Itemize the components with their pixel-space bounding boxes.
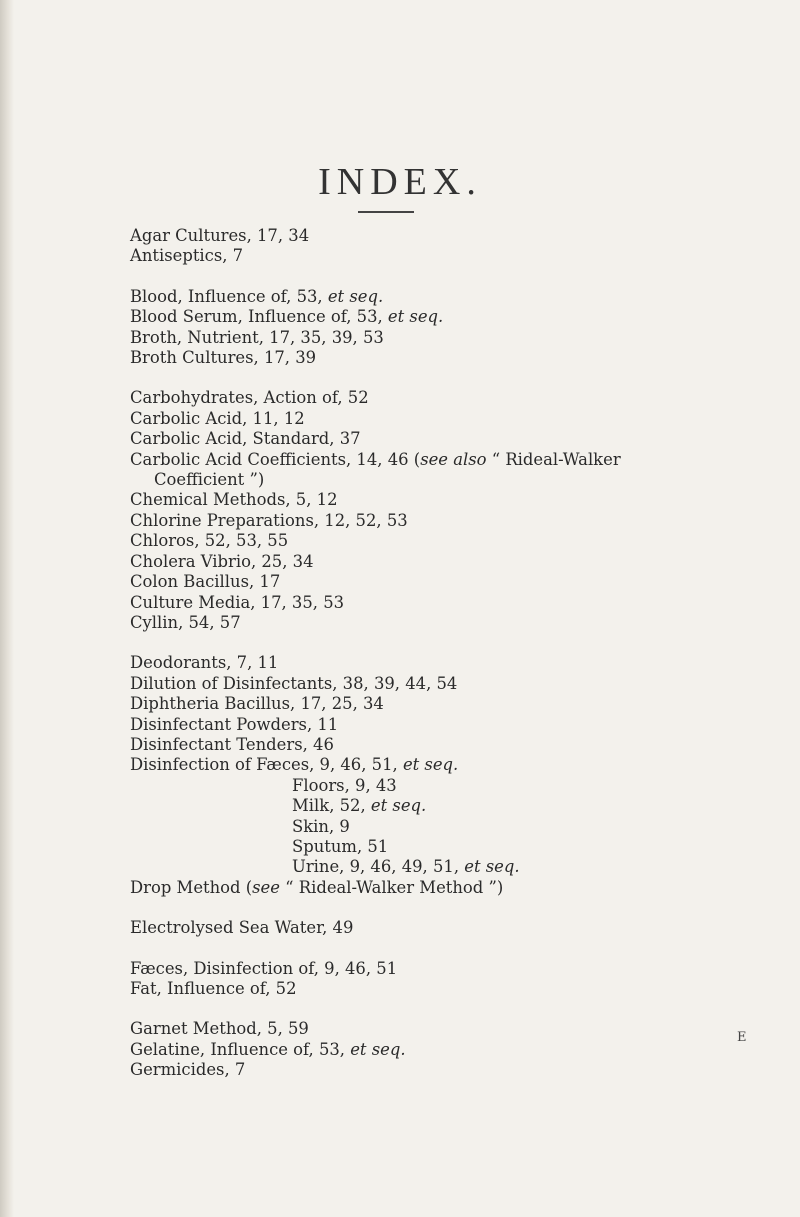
index-entries <box>130 226 790 1101</box>
index-group <box>130 1019 790 1080</box>
index-entry <box>130 490 790 510</box>
index-entry <box>130 653 790 673</box>
index-entry <box>130 613 790 633</box>
index-group <box>130 226 790 267</box>
entry-italic: et seq. <box>387 307 444 327</box>
index-entry <box>130 593 790 613</box>
entry-text: Cyllin, 54, 57 <box>130 612 241 632</box>
entry-text: Broth, Nutrient, 17, 35, 39, 53 <box>130 327 384 347</box>
index-entry <box>130 226 790 246</box>
index-title: INDEX. <box>318 161 482 203</box>
entry-after: “ Rideal-Walker <box>486 449 621 469</box>
entry-text: Coefficient ”) <box>154 470 265 490</box>
index-entry <box>130 715 790 735</box>
index-entry <box>130 552 790 572</box>
index-group <box>130 388 790 633</box>
index-group <box>130 287 790 369</box>
index-entry <box>130 307 790 327</box>
entry-text: Skin, 9 <box>292 816 350 836</box>
index-entry <box>130 1060 790 1080</box>
entry-text: Colon Bacillus, 17 <box>130 572 281 592</box>
index-entry <box>130 694 790 714</box>
index-entry <box>130 511 790 531</box>
title-rule <box>358 211 414 213</box>
entry-text: Dilution of Disinfectants, 38, 39, 44, 54 <box>130 673 458 693</box>
index-entry <box>130 1019 790 1039</box>
index-entry <box>130 755 790 775</box>
index-entry <box>130 878 790 898</box>
entry-italic: et seq. <box>464 857 520 877</box>
entry-text: Fat, Influence of, 52 <box>130 979 297 998</box>
index-group <box>130 653 790 898</box>
index-entry <box>130 246 790 266</box>
index-group <box>130 959 790 1000</box>
entry-text: Disinfection of Fæces, 9, 46, 51, <box>130 755 403 775</box>
entry-text: Agar Cultures, 17, 34 <box>130 226 310 245</box>
entry-italic: et seq. <box>370 796 427 816</box>
index-entry <box>130 735 790 755</box>
index-entry <box>130 959 790 979</box>
index-entry <box>130 287 790 307</box>
entry-text: Disinfectant Powders, 11 <box>130 714 339 734</box>
entry-text: Broth Cultures, 17, 39 <box>130 348 317 368</box>
entry-text: Sputum, 51 <box>292 836 389 856</box>
index-entry <box>130 674 790 694</box>
index-subentry <box>130 796 790 816</box>
entry-italic: et seq. <box>350 1039 406 1059</box>
index-entry <box>130 531 790 551</box>
index-subentry <box>130 817 790 837</box>
index-subentry <box>130 776 790 796</box>
entry-text: Carbolic Acid Coefficients, 14, 46 ( <box>130 449 421 469</box>
entry-text: Culture Media, 17, 35, 53 <box>130 592 345 612</box>
entry-text: Chemical Methods, 5, 12 <box>130 490 338 510</box>
entry-text: Diphtheria Bacillus, 17, 25, 34 <box>130 694 384 714</box>
signature-mark: E <box>737 1030 747 1045</box>
index-entry <box>130 1040 790 1060</box>
index-entry <box>130 388 790 408</box>
index-entry <box>130 470 790 490</box>
index-entry <box>130 450 790 470</box>
entry-text: Deodorants, 7, 11 <box>130 653 279 673</box>
index-subentry <box>130 837 790 857</box>
entry-text: Urine, 9, 46, 49, 51, <box>292 857 465 877</box>
entry-text: Garnet Method, 5, 59 <box>130 1019 309 1039</box>
entry-text: Blood Serum, Influence of, 53, <box>130 307 388 327</box>
entry-text: Milk, 52, <box>292 796 371 816</box>
entry-text: Cholera Vibrio, 25, 34 <box>130 551 314 571</box>
entry-text: Chloros, 52, 53, 55 <box>130 531 289 551</box>
index-entry <box>130 918 790 938</box>
entry-text: Carbolic Acid, Standard, 37 <box>130 429 361 449</box>
index-group <box>130 918 790 938</box>
index-entry <box>130 409 790 429</box>
entry-italic: et seq. <box>402 755 459 775</box>
entry-text: Floors, 9, 43 <box>292 775 397 795</box>
index-entry <box>130 328 790 348</box>
entry-italic: see <box>252 877 280 897</box>
entry-text: Disinfectant Tenders, 46 <box>130 734 334 754</box>
index-subentry <box>130 857 790 877</box>
entry-italic: see also <box>420 449 487 469</box>
entry-text: Antiseptics, 7 <box>130 246 244 266</box>
entry-text: Blood, Influence of, 53, <box>130 286 328 306</box>
entry-text: Drop Method ( <box>130 877 253 897</box>
index-entry <box>130 429 790 449</box>
entry-text: Carbohydrates, Action of, 52 <box>130 388 369 408</box>
index-entry <box>130 572 790 592</box>
index-entry <box>130 979 790 999</box>
entry-text: Chlorine Preparations, 12, 52, 53 <box>130 510 408 530</box>
entry-italic: et seq. <box>327 286 384 306</box>
entry-text: Fæces, Disinfection of, 9, 46, 51 <box>130 958 398 978</box>
entry-after: “ Rideal-Walker Method ”) <box>279 877 504 897</box>
entry-text: Carbolic Acid, 11, 12 <box>130 408 305 428</box>
entry-text: Gelatine, Influence of, 53, <box>130 1039 351 1059</box>
entry-text: Electrolysed Sea Water, 49 <box>130 918 354 938</box>
entry-text: Germicides, 7 <box>130 1060 246 1080</box>
index-entry <box>130 348 790 368</box>
